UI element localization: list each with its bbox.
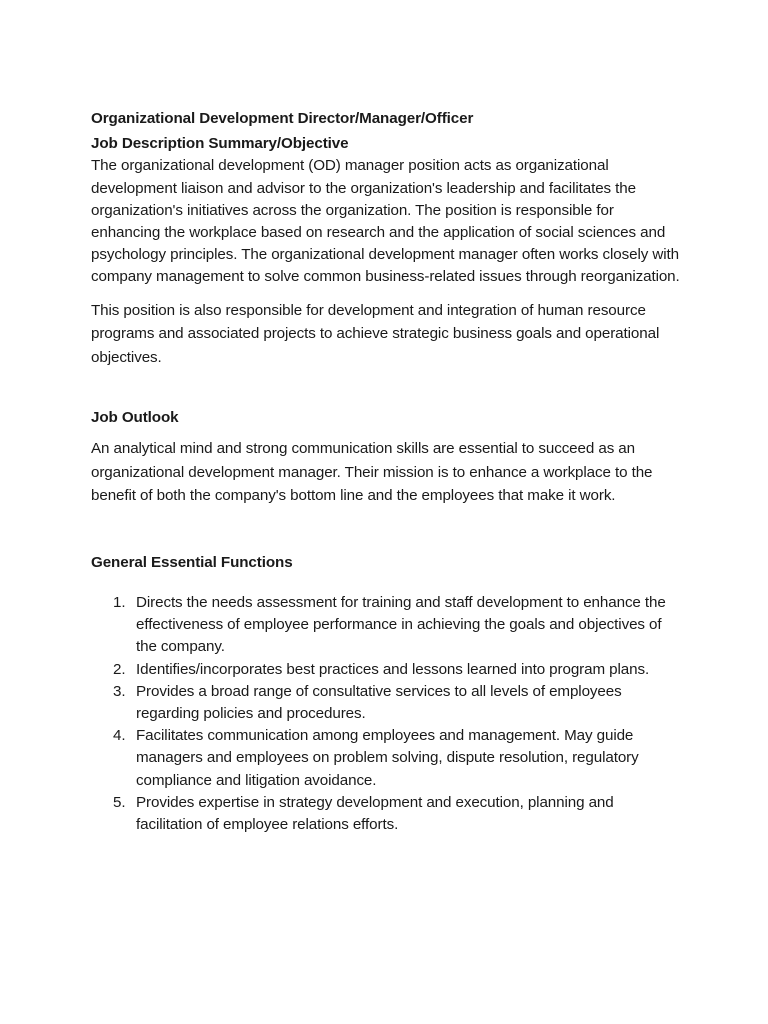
list-item bbox=[113, 681, 681, 725]
list-item bbox=[113, 592, 681, 659]
list-item-text: Identifies/incorporates best practices and lessons learned into program plans. bbox=[136, 660, 650, 678]
list-item-text: Provides a broad range of consultative services to all levels of employees regarding policies and procedures. bbox=[136, 682, 622, 723]
functions-list bbox=[91, 592, 681, 836]
document-title: Organizational Development Director/Manager/Officer bbox=[91, 110, 474, 127]
list-item-text: Provides expertise in strategy development and execution, planning and facilitation of employee relations efforts. bbox=[136, 793, 614, 834]
outlook-heading: Job Outlook bbox=[91, 409, 179, 427]
summary-heading: Job Description Summary/Objective bbox=[91, 135, 349, 153]
functions-heading: General Essential Functions bbox=[91, 553, 293, 571]
list-item bbox=[113, 659, 681, 681]
list-item-text: Facilitates communication among employees and management. May guide managers and employees on problem solving, dispute resolution, regulatory compliance and litigation avoidance. bbox=[136, 727, 639, 789]
list-item-number: 2. bbox=[113, 660, 126, 678]
list-item-text: Directs the needs assessment for training and staff development to enhance the effectiveness of employee performance in achieving the goals and objectives of the company. bbox=[136, 594, 666, 656]
summary-paragraph-2: This position is also responsible for development and integration of human resource programs and associated projects to achieve strategic business goals and operational objectives. bbox=[91, 301, 660, 366]
outlook-paragraph: An analytical mind and strong communication skills are essential to succeed as an organizational development manager. Their mission is to enhance a workplace to the benefit of both the company's bottom line and the employees that make it work. bbox=[91, 440, 653, 505]
list-item-number: 1. bbox=[113, 594, 126, 612]
list-item-number: 3. bbox=[113, 682, 126, 700]
list-item bbox=[113, 792, 681, 836]
list-item-number: 5. bbox=[113, 793, 126, 811]
document-page bbox=[91, 108, 681, 836]
list-item bbox=[113, 725, 681, 792]
list-item-number: 4. bbox=[113, 727, 126, 745]
summary-paragraph-1: The organizational development (OD) manager position acts as organizational development liaison and advisor to the organization's leadership and facilitates the organization's initiatives across the organization. The position is responsible for enhancing the workplace based on research and the application of social sciences and psychology principles. The organizational development manager often works closely with company management to solve common business-related issues through reorganization. bbox=[91, 157, 680, 286]
